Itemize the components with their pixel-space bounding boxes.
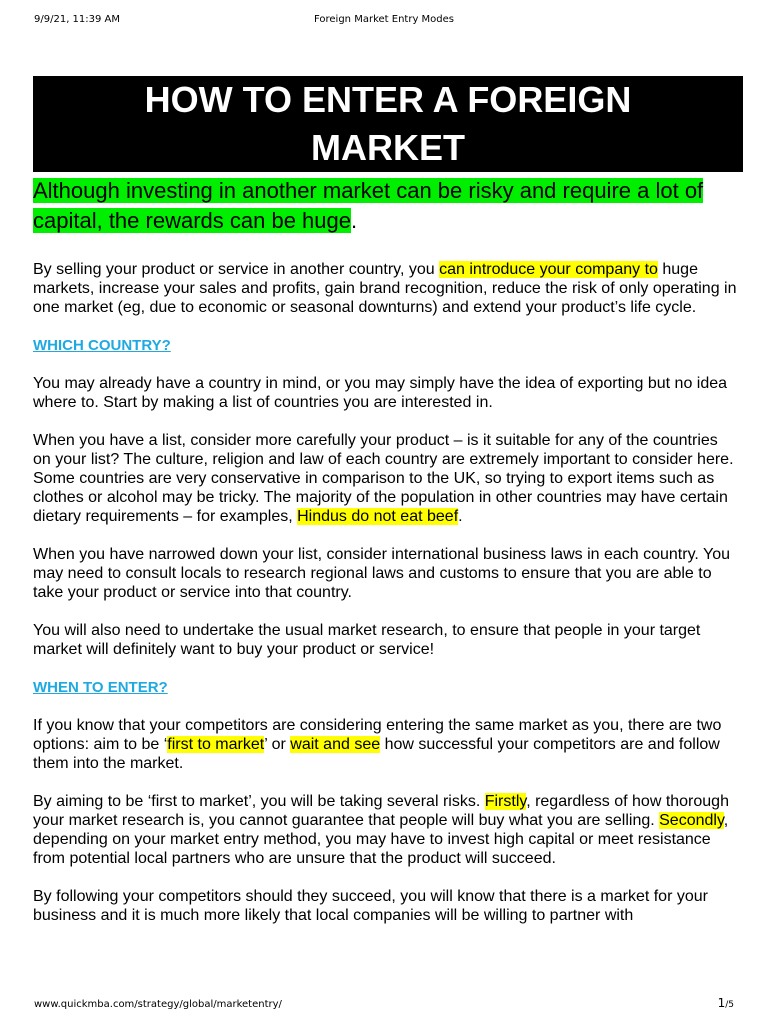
p2-text: When you have a list, consider more carefully your product – is it suitable for any of the countries on your list? The culture, religion and law of each country are extremely important to consider here. Some countries are very conservative in comparison to the UK, so trying to export items such as clothes or alcohol may be tricky. The majority of the population in other countries may have certain dietary requirements – for examples, — [33, 432, 734, 525]
page-total: /5 — [725, 1000, 734, 1010]
intro-paragraph — [33, 260, 739, 317]
when-p1 — [33, 716, 739, 773]
article-body — [33, 260, 739, 944]
which-country-p3: When you have narrowed down your list, consider international business laws in each country. You may need to consult locals to research regional laws and customs to ensure that you are able to take your product or service into that country. — [33, 546, 730, 601]
p2-highlight: Hindus do not eat beef — [297, 508, 459, 525]
when-p2-text: By aiming to be ‘first to market’, you will be taking several risks. — [33, 793, 485, 810]
which-country-heading[interactable]: WHICH COUNTRY? — [33, 337, 171, 354]
wait-and-see-highlight: wait and see — [290, 736, 381, 753]
which-country-p2 — [33, 431, 739, 526]
when-p2-text-2: , regardless of how thorough your market research is, you cannot guarantee that people will buy what you are selling. — [33, 793, 729, 829]
secondly-highlight: Secondly — [659, 812, 724, 829]
first-to-market-highlight: first to market — [167, 736, 265, 753]
intro-highlight: can introduce your company to — [439, 261, 658, 278]
print-title: Foreign Market Entry Modes — [314, 14, 454, 25]
when-p2-text-3: , depending on your market entry method, you may have to invest high capital or meet resistance from potential local partners who are unsure that the product will succeed. — [33, 812, 729, 867]
intro-text: By selling your product or service in another country, you — [33, 261, 440, 278]
page-current: 1 — [717, 996, 726, 1010]
banner-line-1: HOW TO ENTER A FOREIGN — [144, 79, 632, 120]
lead-text: Although investing in another market can be risky and require a lot of capital, the rewards can be huge. — [33, 178, 704, 233]
when-to-enter-heading[interactable]: WHEN TO ENTER? — [33, 679, 168, 696]
when-p1-text-2: ’ or — [264, 736, 291, 753]
which-country-p4: You will also need to undertake the usual market research, to ensure that people in your target market will definitely want to buy your product or service! — [33, 622, 701, 658]
intro-text-rest: huge markets, increase your sales and profits, gain brand recognition, reduce the risk of only operating in one market (eg, due to economic or seasonal downturns) and extend your product’s life cycle. — [33, 261, 737, 316]
when-p1-text: If you know that your competitors are considering entering the same market as you, there are two options: aim to be ‘ — [33, 717, 722, 753]
when-p1-text-3: how successful your competitors are and follow them into the market. — [33, 736, 720, 772]
print-url: www.quickmba.com/strategy/global/marketentry/ — [34, 999, 282, 1010]
title-banner — [33, 76, 743, 172]
print-date: 9/9/21, 11:39 AM — [34, 14, 121, 25]
which-country-p1: You may already have a country in mind, or you may simply have the idea of exporting but no idea where to. Start by making a list of countries you are interested in. — [33, 375, 728, 411]
lead-highlight: Although investing in another market can be risky and require a lot of capital, the rewards can be huge — [33, 178, 704, 233]
banner-line-2: MARKET — [311, 127, 465, 168]
firstly-highlight: Firstly — [484, 793, 527, 810]
p2-text-end: . — [458, 508, 463, 525]
page-number — [718, 996, 734, 1010]
when-p2 — [33, 792, 739, 868]
when-p3: By following your competitors should they succeed, you will know that there is a market for your business and it is much more likely that local companies will be willing to partner with — [33, 888, 708, 924]
